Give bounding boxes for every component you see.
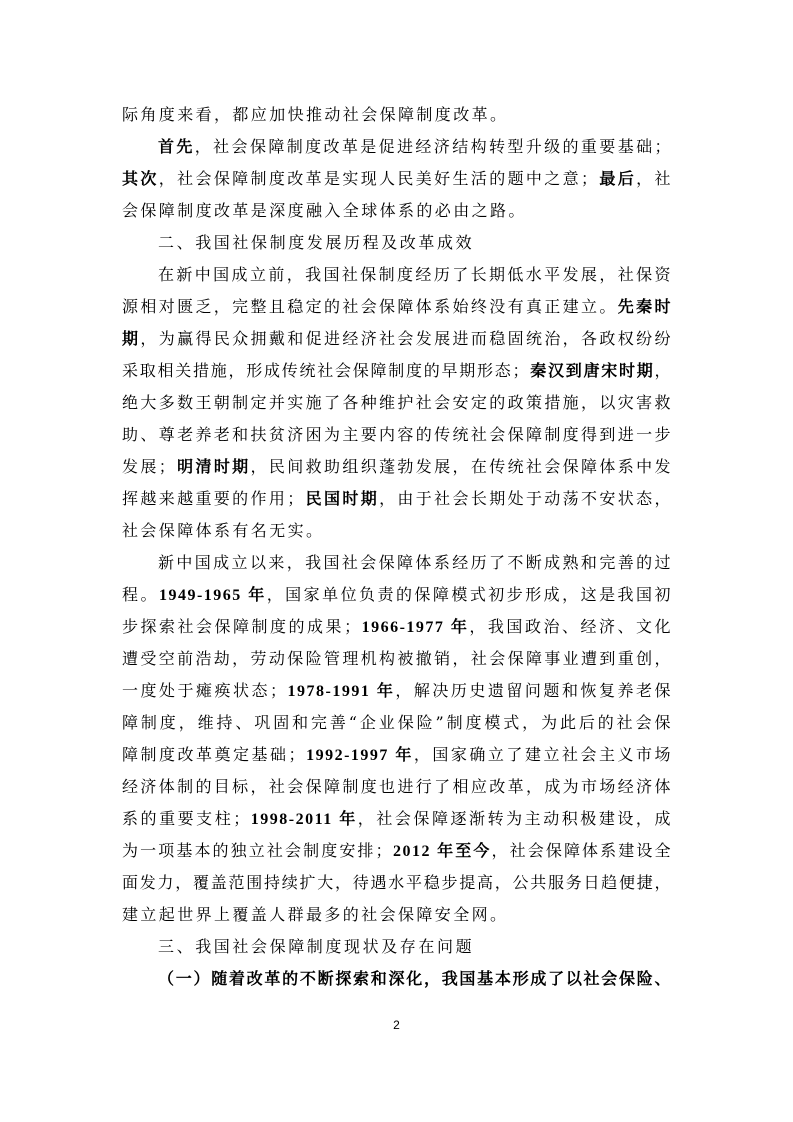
subsection-line bbox=[122, 963, 672, 995]
text-run: ， bbox=[654, 361, 672, 380]
section-heading-text: 二、我国社保制度发展历程及改革成效 bbox=[158, 233, 475, 252]
text-line bbox=[122, 771, 672, 803]
text-run: 障制度，维持、巩固和完善“企业保险”制度模式，为此后的社会保 bbox=[122, 713, 672, 732]
text-run: ，社会保障制度改革是实现人民美好生活的题中之意； bbox=[158, 169, 599, 188]
text-run: 新中国成立以来，我国社会保障体系经历了不断成熟和完善的过 bbox=[158, 553, 672, 572]
text-line bbox=[122, 419, 672, 451]
text-run: 遭受空前浩劫，劳动保险管理机构被撤销，社会保障事业遭到重创， bbox=[122, 649, 672, 668]
text-run: ，社 bbox=[636, 169, 672, 188]
text-run: 采取相关措施，形成传统社会保障制度的早期形态； bbox=[122, 361, 530, 380]
text-run: 挥越来越重要的作用； bbox=[122, 489, 305, 508]
text-line bbox=[122, 387, 672, 419]
text-line bbox=[122, 707, 672, 739]
text-run: ，国家单位负责的保障模式初步形成，这是我国初 bbox=[266, 585, 672, 604]
text-line bbox=[122, 643, 672, 675]
text-run: 在新中国成立前，我国社保制度经历了长期低水平发展，社保资 bbox=[158, 265, 672, 284]
text-run: ，解决历史遗留问题和恢复养老保 bbox=[395, 681, 672, 700]
text-line bbox=[122, 899, 672, 931]
text-run: ，社会保障逐渐转为主动积极建设，成 bbox=[357, 809, 672, 828]
text-run: 源相对匮乏，完整且稳定的社会保障体系始终没有真正建立。 bbox=[122, 297, 618, 316]
text-run: ，我国政治、经济、文化 bbox=[469, 617, 672, 636]
bold-term: 先秦时 bbox=[617, 299, 672, 316]
bold-term: 1966-1977 年 bbox=[361, 619, 470, 636]
document-body bbox=[122, 99, 672, 995]
text-run: 障制度改革奠定基础； bbox=[122, 745, 307, 764]
bold-term: 其次 bbox=[122, 171, 159, 188]
bold-term: 首先 bbox=[158, 139, 195, 156]
text-line bbox=[122, 355, 672, 387]
section-heading-text: 三、我国社会保障制度现状及存在问题 bbox=[158, 937, 475, 956]
text-run: 一度处于瘫痪状态； bbox=[122, 681, 288, 700]
text-line bbox=[122, 451, 672, 483]
text-line bbox=[122, 99, 672, 131]
text-run: ，为赢得民众拥戴和促进经济社会发展进而稳固统治，各政权纷纷 bbox=[140, 329, 672, 348]
section-heading bbox=[122, 931, 672, 963]
text-line bbox=[122, 323, 672, 355]
text-run: ，社会保障体系建设全 bbox=[491, 841, 672, 860]
text-run: 程。 bbox=[122, 585, 159, 604]
text-line bbox=[122, 515, 672, 547]
text-line bbox=[122, 291, 672, 323]
text-run: 系的重要支柱； bbox=[122, 809, 251, 828]
text-line bbox=[122, 131, 672, 163]
text-line bbox=[122, 739, 672, 771]
text-line bbox=[122, 547, 672, 579]
text-line bbox=[122, 611, 672, 643]
text-line bbox=[122, 835, 672, 867]
bold-term: 明清时期 bbox=[176, 459, 251, 476]
text-run: 经济体制的目标，社会保障制度也进行了相应改革，成为市场经济体 bbox=[122, 777, 672, 796]
text-run: 际角度来看，都应加快推动社会保障制度改革。 bbox=[122, 105, 509, 124]
bold-term: 1998-2011 年 bbox=[250, 811, 358, 828]
text-run: ，社会保障制度改革是促进经济结构转型升级的重要基础； bbox=[194, 137, 672, 156]
bold-term: 秦汉到唐宋时期 bbox=[529, 363, 655, 380]
text-line bbox=[122, 579, 672, 611]
text-line bbox=[122, 675, 672, 707]
text-run: 建立起世界上覆盖人群最多的社会保障安全网。 bbox=[122, 905, 509, 924]
text-run: 绝大多数王朝制定并实施了各种维护社会安定的政策措施，以灾害救 bbox=[122, 393, 672, 412]
bold-term: 1992-1997 年 bbox=[306, 747, 414, 764]
bold-term: 期 bbox=[122, 331, 141, 348]
section-heading bbox=[122, 227, 672, 259]
text-run: 助、尊老养老和扶贫济困为主要内容的传统社会保障制度得到进一步 bbox=[122, 425, 672, 444]
subsection-text: （一）随着改革的不断探索和深化，我国基本形成了以社会保险、 bbox=[158, 969, 672, 988]
bold-term: 1978-1991 年 bbox=[287, 683, 396, 700]
page-number: 2 bbox=[393, 1018, 400, 1032]
text-run: 发展； bbox=[122, 457, 177, 476]
text-line bbox=[122, 259, 672, 291]
bold-term: 1949-1965 年 bbox=[158, 587, 267, 604]
text-line bbox=[122, 867, 672, 899]
text-line bbox=[122, 803, 672, 835]
text-run: 步探索社会保障制度的成果； bbox=[122, 617, 362, 636]
text-run: ，国家确立了建立社会主义市场 bbox=[413, 745, 672, 764]
text-line bbox=[122, 483, 672, 515]
text-line bbox=[122, 163, 672, 195]
bold-term: 民国时期 bbox=[304, 491, 380, 508]
text-run: 面发力，覆盖范围持续扩大，待遇水平稳步提高，公共服务日趋便捷， bbox=[122, 873, 672, 892]
bold-term: 最后 bbox=[598, 171, 637, 188]
text-run: ，由于社会长期处于动荡不安状态， bbox=[379, 489, 672, 508]
text-run: 社会保障体系有名无实。 bbox=[122, 521, 325, 540]
bold-term: 2012 年至今 bbox=[393, 843, 492, 860]
text-run: 为一项基本的独立社会制度安排； bbox=[122, 841, 394, 860]
text-line bbox=[122, 195, 672, 227]
text-run: 会保障制度改革是深度融入全球体系的必由之路。 bbox=[122, 201, 527, 220]
text-run: ，民间救助组织蓬勃发展，在传统社会保障体系中发 bbox=[250, 457, 672, 476]
